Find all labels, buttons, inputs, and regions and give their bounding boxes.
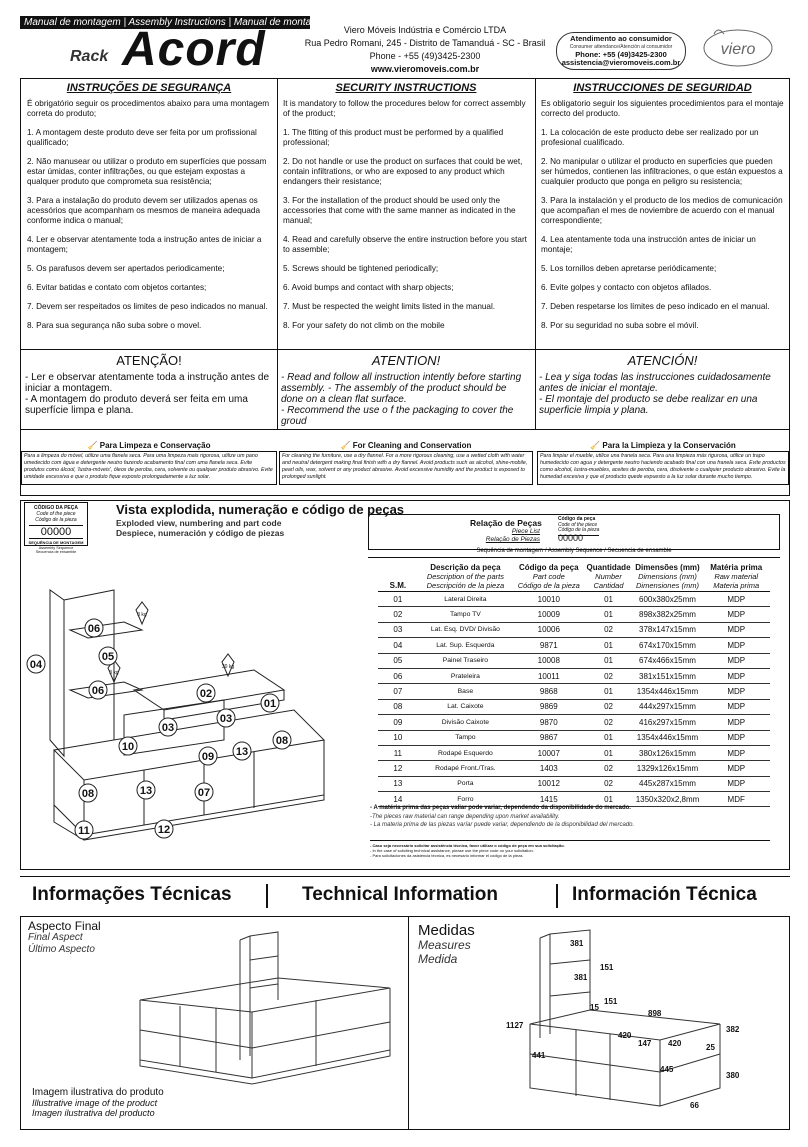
support-phone: Phone: +55 (49)3425-2300 [575,50,667,59]
support-subtitle: Consumer attendance/Atención al consumidor [569,44,673,50]
table-row [378,699,770,714]
table-cell: 10012 [513,776,584,791]
attention-en [277,351,535,427]
table-cell: 10006 [513,622,584,637]
safety-es-item: 3. Para la instalación y el producto de los medios de comunicación que acompañan el mes de noviembre de acuerdo con el manual correspondiente; [541,196,783,225]
table-cell: MDP [702,653,770,668]
note-es: - La materia prima de las piezas varíar puede variar, dependiendo de la disponibilidad del mercado. [370,822,635,828]
assistance-notes [370,840,770,858]
parts-code-box [558,517,599,541]
col-qty: Quantidade Number Cantidad [586,563,631,590]
table-cell: 09 [378,715,418,730]
illustrative-en: Illustrative image of the product [32,1098,158,1108]
dim-label: 898 [648,1009,662,1018]
table-cell: Base [418,684,513,699]
table-header-row [378,562,770,592]
table-cell: 1329x126x15mm [633,761,703,776]
table-cell: 1354x446x15mm [633,684,703,699]
safety-pt-item: 6. Evitar batidas e contato com objetos cortantes; [27,283,207,292]
safety-pt-item: É obrigatório seguir os procedimentos abaixo para uma montagem correta do produto; [27,99,270,118]
exploded-sub-en: Exploded view, numbering and part code [116,518,282,528]
dim-label: 380 [726,1071,740,1080]
table-cell: 02 [585,776,633,791]
parts-list-sub-en: Piece List [511,528,540,535]
safety-pt-item: 5. Os parafusos devem ser apertados periodicamente; [27,264,225,273]
measures-pt: Medidas [418,922,475,939]
table-cell: 03 [378,622,418,637]
part-label: 05 [101,651,115,663]
weight-label: 3 kg [137,612,147,618]
safety-es-item: 1. La colocación de este producto debe ser realizado por un profesional cualificado. [541,128,759,147]
final-aspect-en: Final Aspect [28,932,83,943]
table-cell: 9869 [513,699,584,714]
table-cell: Tampo TV [418,607,513,622]
product-category: Rack [70,48,109,65]
table-row [378,592,770,607]
table-cell: 1354x446x15mm [633,730,703,745]
table-cell: 444x297x15mm [633,699,703,714]
illustrative-caption [32,1088,164,1118]
measures-diagram [500,928,782,1128]
table-cell: MDP [702,592,770,607]
logo-text: viero [720,41,756,58]
table-cell: Tampo [418,730,513,745]
table-row [378,745,770,760]
attention-pt-text: - Ler e observar atentamente toda a instrução antes de iniciar a montagem. - A montagem do produto deverá ser feita em uma superfície limpa e plana. [25,372,270,416]
company-website[interactable]: www.vieromoveis.com.br [370,64,480,74]
tech-title-es: Información Técnica [572,884,757,905]
table-cell: MDP [702,607,770,622]
part-label: 08 [275,735,289,747]
col-sm: S.M. [378,562,418,592]
attention-es-text: - Lea y siga todas las instrucciones cuidadosamente antes de iniciar el montaje. - El montaje del producto se debe realizar en una superficie limpia y plana. [539,372,771,416]
safety-pt-item: 8. Para sua segurança não suba sobre o movel. [27,321,202,330]
table-cell: 10 [378,730,418,745]
dim-label: 151 [600,963,614,972]
table-cell: 11 [378,745,418,760]
table-row [378,715,770,730]
table-cell: MDP [702,638,770,653]
table-row [378,668,770,683]
safety-es-title: INSTRUCCIONES DE SEGURIDAD [573,82,752,94]
attention-es-title: ATENCIÓN! [627,353,698,368]
col-dim: Dimensões (mm) Dimensions (mm) Dimensiones (mm) [633,562,703,592]
table-row [378,776,770,791]
divider [21,349,789,350]
safety-en-item: 1. The fitting of this product must be performed by a qualified professional; [283,128,504,147]
company-phone: Phone - +55 (49)3425-2300 [369,51,481,61]
table-cell: Forro [418,792,513,807]
company-name: Viero Móveis Indústria e Comércio LTDA [343,25,507,35]
table-cell: 10008 [513,653,584,668]
table-cell: Lat. Sup. Esquerda [418,638,513,653]
table-cell: Rodapé Front./Tras. [418,761,513,776]
viero-logo-icon [700,24,776,70]
table-cell: 01 [585,653,633,668]
final-aspect-pt: Aspecto Final [28,919,101,933]
table-cell: 9867 [513,730,584,745]
safety-pt-title: INSTRUÇÕES DE SEGURANÇA [66,82,232,94]
parts-list-title: Relação de Peças [470,518,542,528]
table-cell: Divisão Caixote [418,715,513,730]
safety-en-item: 8. For your safety do not climb on the mobile [283,321,445,330]
measures-es: Medida [418,952,458,966]
parts-list-subtitle [482,528,540,544]
safety-en-item: 7. Must be respected the weight limits listed in the manual. [283,302,496,311]
table-cell: Painel Traseiro [418,653,513,668]
safety-es-item: 2. No manipular o utilizar el producto en superficies que pueden ser húmedos, contienen las infiltraciones, o que están expuestos a cualquier producto que ponga en peligro su resistencia; [541,157,783,186]
table-cell: 9870 [513,715,584,730]
code-tag-seq-sub: Assembly Sequence Secuencia de ensamble [35,545,77,554]
part-label: 06 [91,685,105,697]
assist-note-en: - In the case of soliciting technical assistance, please use the piece code on your solicitation. [370,848,534,853]
table-cell: 02 [585,622,633,637]
part-label: 09 [201,751,215,763]
safety-en-item: 4. Read and carefully observe the entire instruction before you start to assemble; [283,235,527,254]
assembly-sequence-label: Sequência de montagem / Assembly Sequence / Secuencia de ensamble [368,548,780,558]
table-cell: 416x297x15mm [633,715,703,730]
table-cell: 1350x320x2,8mm [633,792,703,807]
part-label: 01 [263,698,277,710]
divider [21,429,789,430]
parts-list-sub-es: Relação de Piezas [485,536,540,543]
code-tag-title: CÓDIGO DA PEÇA [34,505,78,511]
part-label: 03 [219,713,233,725]
table-cell: 02 [585,715,633,730]
table-row [378,761,770,776]
cleaning-pt [21,441,277,489]
table-cell: 9871 [513,638,584,653]
table-cell: 674x466x15mm [633,653,703,668]
table-cell: MDP [702,730,770,745]
table-cell: MDP [702,622,770,637]
broom-icon: 🧹 [590,441,601,450]
dim-label: 420 [668,1039,682,1048]
safety-es-item: 5. Los tornillos deben apretarse periódicamente; [541,264,717,273]
part-label: 06 [87,623,101,635]
parts-code-value: 00000 [558,535,599,542]
note-pt: - A matéria prima das peças valiar pode variar, dependendo da disponibilidade do mercado. [370,805,631,811]
table-cell: Lat. Esq. DVD/ Divisão [418,622,513,637]
part-label: 03 [161,722,175,734]
header-band: Manual de montagem | Assembly Instructions | Manual de montaje [20,16,310,29]
exploded-subtitle [116,518,284,538]
part-label: 07 [197,787,211,799]
table-row [378,684,770,699]
table-cell: MDP [702,745,770,760]
col-mat: Matéria prima Raw material Materia prima [702,562,770,592]
dim-label: 151 [604,997,618,1006]
final-aspect-es: Último Aspecto [28,944,95,955]
broom-icon: 🧹 [87,441,98,450]
attention-es [535,351,790,423]
table-cell: 1403 [513,761,584,776]
safety-es-item: 7. Deben respetarse los límites de peso indicado en el manual. [541,302,770,311]
safety-en-item: 6. Avoid bumps and contact with sharp objects; [283,283,454,292]
dim-label: 445 [660,1065,674,1074]
table-cell: MDF [702,792,770,807]
weight-label: 3 kg [109,670,119,676]
tech-title-en: Technical Information [302,884,499,905]
exploded-view-diagram [24,560,364,850]
table-cell: 01 [585,730,633,745]
dim-label: 66 [690,1101,699,1110]
table-cell: 898x382x25mm [633,607,703,622]
dim-label: 1127 [506,1021,524,1030]
safety-en-item: 5. Screws should be tightened periodically; [283,264,439,273]
table-cell: 378x147x15mm [633,622,703,637]
dim-label: 420 [618,1031,632,1040]
safety-es-item: 8. Por su seguridad no suba sobre el móvil. [541,321,699,330]
final-aspect [28,920,101,956]
safety-pt-item: 4. Ler e observar atentamente toda a instrução antes de iniciar a montagem; [27,235,262,254]
table-cell: 10011 [513,668,584,683]
support-box [556,32,686,70]
table-cell: 600x380x25mm [633,592,703,607]
support-title: Atendimento ao consumidor [570,34,672,43]
cleaning-en-title: For Cleaning and Conservation [352,441,472,450]
cleaning-pt-title: Para Limpeza e Conservação [99,441,211,450]
table-cell: Porta [418,776,513,791]
safety-pt [21,79,277,349]
cleaning-en [279,441,533,489]
table-cell: 674x170x15mm [633,638,703,653]
company-address: Rua Pedro Romani, 245 - Distrito de Tamanduá - SC - Brasil [304,38,546,48]
code-tag [24,502,88,554]
safety-en-title: SECURITY INSTRUCTIONS [335,82,477,94]
tech-title-pt: Informações Técnicas [32,884,232,905]
table-cell: 02 [585,699,633,714]
support-email[interactable]: assistencia@vieromoveis.com.br [561,58,681,67]
attention-pt [21,351,277,423]
code-tag-code: 00000 [29,525,83,539]
safety-en-item: 3. For the installation of the product should be used only the accessories that come with the same manner as indicated in the manual; [283,196,516,225]
safety-section [20,78,790,496]
parts-code-label: Código da peça [558,516,596,522]
cleaning-es-text: Para limpiar el mueble, utilice una franela seca. Para una limpieza más rigurosa, utilice un trapo humedecido con agua y detergente neutro haciendo acabado final con una franela seca. Evite productos como alcohol, lustra-muebles, aceites de peroba, cera, disolvente o cualquier producto abrasivo. Evite la humedad excesiva y que el producto quede expuesto a la luz solar durante mucho tiempo. [537,451,789,485]
table-cell: 381x151x15mm [633,668,703,683]
table-row [378,653,770,668]
table-cell: 07 [378,684,418,699]
note-en: -The pieces raw material can range depending upon market availability. [370,813,560,820]
table-cell: 445x287x15mm [633,776,703,791]
broom-icon: 🧹 [340,441,351,450]
part-label: 13 [139,785,153,797]
part-label: 08 [81,788,95,800]
table-cell: Prateleira [418,668,513,683]
cleaning-es-title: Para la Limpieza y la Conservación [602,441,736,450]
illustrative-es: Imagen ilustrativa del producto [32,1108,155,1118]
table-cell: 10010 [513,592,584,607]
safety-es-item: 4. Lea atentamente toda una instrucción antes de iniciar un montaje; [541,235,756,254]
table-cell: 08 [378,699,418,714]
table-cell: 01 [585,792,633,807]
safety-en-item: 2. Do not handle or use the product on surfaces that could be wet, contain infiltrations, or who are exposed to any product which endangers their resistance; [283,157,523,186]
final-aspect-image [120,920,404,1090]
table-cell: 1415 [513,792,584,807]
col-code: Código da peça Part code Código de la pieza [513,562,584,592]
dim-label: 382 [726,1025,740,1034]
table-cell: 13 [378,776,418,791]
illustrative-pt: Imagem ilustrativa do produto [32,1087,164,1098]
table-cell: 02 [585,761,633,776]
parts-table [378,562,770,807]
table-cell: 380x126x15mm [633,745,703,760]
cleaning-en-text: For cleaning the furniture, use a dry flannel. For a more rigorous cleaning, use a wetted cloth with water and neutral detergent making final finish with a dry flannel. Avoid products such as alcohol, shine-mobile, pearl oils, wax, solvent or any product abrasive. Avoid excessive humidity and the product is exposed to prolonged sunlight. [279,451,533,485]
safety-pt-item: 1. A montagem deste produto deve ser feita por um profissional qualificado; [27,128,257,147]
weight-label: 30 kg [221,664,235,670]
table-cell: 01 [585,592,633,607]
table-cell: MDP [702,699,770,714]
table-row [378,638,770,653]
safety-es-item: Es obligatorio seguir los siguientes procedimientos para el montaje correcto del producto. [541,99,784,118]
divider [556,884,558,908]
table-cell: 05 [378,653,418,668]
cleaning-pt-text: Para a limpeza do móvel, utilize uma flanela seca. Para uma limpeza mais rigorosa, utilize um pano umedecido com água e detergente neutro fazendo acabamento final com uma flanela seca. Evite produtos como álcool, 'lustra-móveis', óleos de peroba, cera, solvente ou qualquer produto abrasivo. Evite umidade excessiva e que o produto fique exposto prolongadamente a luz solar. [21,451,277,485]
dim-label: 381 [570,939,584,948]
table-row [378,622,770,637]
dim-label: 15 [590,1003,599,1012]
code-tag-sub: Code of the piece Código de la pieza [35,511,77,523]
attention-pt-title: ATENÇÃO! [116,353,182,368]
table-cell: MDP [702,776,770,791]
divider [408,916,409,1130]
table-cell: 02 [378,607,418,622]
safety-pt-item: 3. Para a instalação do produto devem ser utilizados apenas os acessórios que acompanham os mesmos de maneira adequada conforme indica o manual; [27,196,261,225]
safety-es-item: 6. Evite golpes y contacto con objetos afilados. [541,283,712,292]
safety-es [535,79,790,349]
table-cell: 06 [378,668,418,683]
col-desc: Descrição da peça Description of the parts Descripción de la pieza [418,562,513,592]
table-cell: Lat. Caixote [418,699,513,714]
part-label: 10 [121,741,135,753]
dim-label: 441 [532,1051,546,1060]
exploded-sub-es: Despiece, numeración y código de piezas [116,528,285,538]
table-cell: 12 [378,761,418,776]
part-label: 12 [157,824,171,836]
table-cell: 01 [585,745,633,760]
part-label: 11 [78,825,90,837]
table-cell: Lateral Direita [418,592,513,607]
table-cell: 14 [378,792,418,807]
dim-label: 381 [574,973,588,982]
safety-en-item: It is mandatory to follow the procedures below for correct assembly of the product; [283,99,526,118]
table-cell: 01 [378,592,418,607]
table-row [378,607,770,622]
part-label: 02 [199,688,213,700]
safety-en [277,79,535,349]
dim-label: 147 [638,1039,652,1048]
measures-en: Measures [418,938,471,952]
cleaning-es [537,441,789,489]
code-tag-seq: SEQUÊNCIA DE MONTAGEM [28,540,84,545]
table-cell: MDP [702,668,770,683]
table-cell: 01 [585,684,633,699]
product-name: Acord [122,23,266,76]
company-info [300,24,550,76]
attention-en-text: - Read and follow all instruction intently before starting assembly. - The assembly of the product should be done on a clean flat surface. - Recommend the use o f the packaging to cover the groud [281,372,522,427]
assist-note-pt: - Caso seja necessário solicitar assistência técnica, favor utilizar o código de peça em sua solicitação. [370,843,565,848]
material-notes [370,804,770,830]
table-cell: 9868 [513,684,584,699]
table-cell: 10009 [513,607,584,622]
table-cell: Rodapé Esquerdo [418,745,513,760]
table-cell: MDP [702,684,770,699]
part-label: 04 [29,659,43,671]
table-cell: 02 [585,668,633,683]
table-cell: MDP [702,715,770,730]
table-cell: 04 [378,638,418,653]
assist-note-es: - Para solicitaciones da asistencia técnica, es necesario informar el código de la pieza. [370,853,524,858]
safety-pt-item: 2. Não manusear ou utilizar o produto em superfícies que possam estar úmidas, conter infiltrações, ou que estejam expostas a qualquer produto que comprometa sua resistência; [27,157,267,186]
safety-pt-item: 7. Devem ser respeitados os limites de peso indicados no manual. [27,302,268,311]
table-row [378,730,770,745]
measures [418,924,475,966]
table-cell: 01 [585,638,633,653]
table-cell: MDP [702,761,770,776]
table-cell: 01 [585,607,633,622]
table-cell: 10007 [513,745,584,760]
divider [266,884,268,908]
exploded-title: Vista explodida, numeração e código de peças [116,502,405,517]
dim-label: 25 [706,1043,715,1052]
attention-en-title: ATENTION! [371,353,441,368]
part-label: 13 [235,746,249,758]
parts-code-sub: Code of the piece Código de la pieza [558,521,600,533]
